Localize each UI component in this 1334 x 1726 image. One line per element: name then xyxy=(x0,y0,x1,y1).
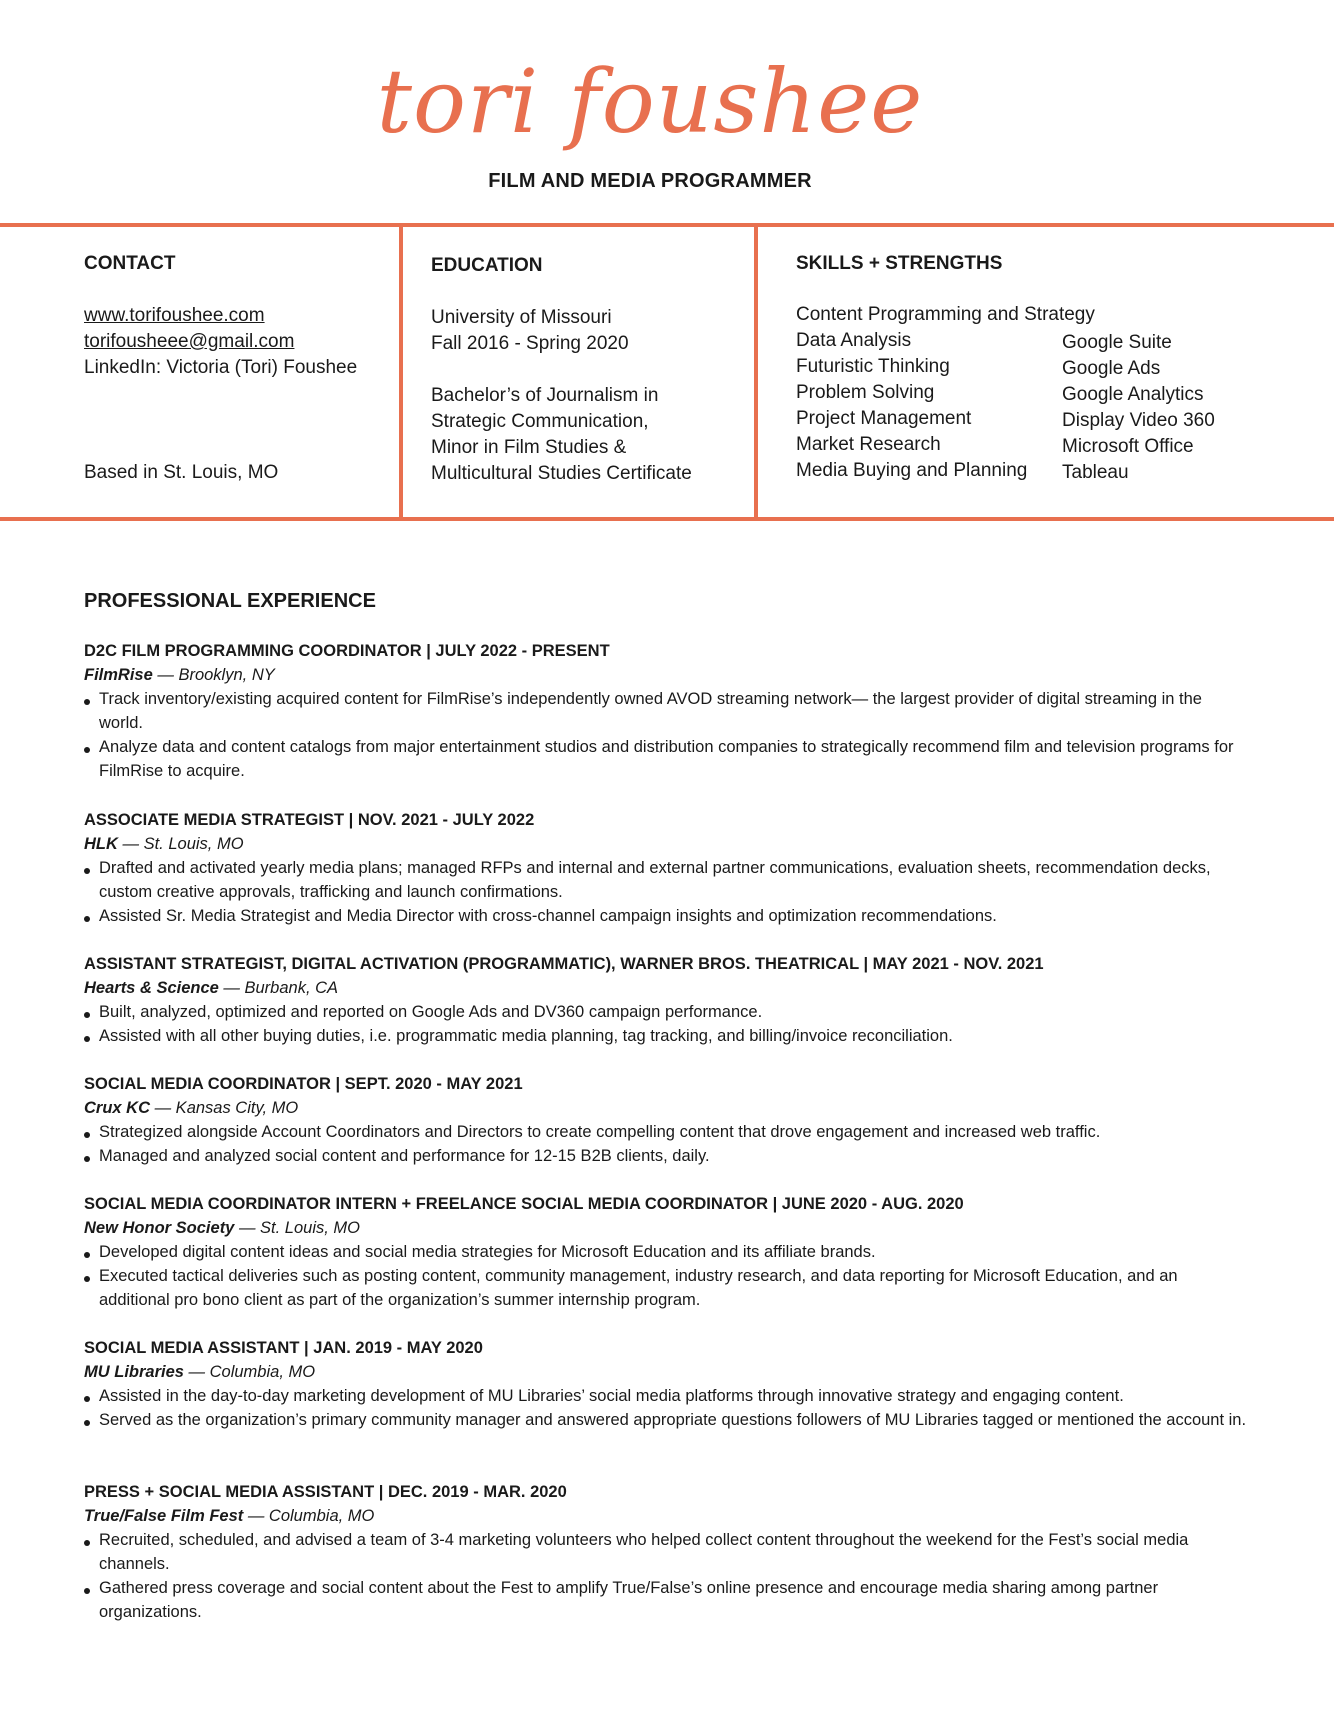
school-name: University of Missouri xyxy=(431,307,612,328)
tool-item: Display Video 360 xyxy=(1062,410,1215,431)
org-location: — Columbia, MO xyxy=(183,1363,316,1381)
contact-info xyxy=(84,303,357,381)
job-entry xyxy=(84,952,1250,1048)
degree-line: Multicultural Studies Certificate xyxy=(431,463,692,484)
org-location: — Kansas City, MO xyxy=(150,1099,299,1117)
skill-item: Project Management xyxy=(796,408,972,429)
job-entry xyxy=(84,1336,1250,1432)
column-divider-1 xyxy=(399,226,403,520)
job-title: D2C FILM PROGRAMMING COORDINATOR | JULY 2022 - PRESENT xyxy=(84,642,610,660)
job-title: SOCIAL MEDIA COORDINATOR | SEPT. 2020 - MAY 2021 xyxy=(84,1075,523,1093)
job-bullet: Gathered press coverage and social content about the Fest to amplify True/False’s online presence and encourage media sharing among partner organizations. xyxy=(84,1576,1250,1624)
job-bullet: Assisted with all other buying duties, i.e. programmatic media planning, tag tracking, and billing/invoice reconciliation. xyxy=(84,1024,1250,1048)
skills-list-left xyxy=(796,328,1027,484)
job-entry xyxy=(84,808,1250,928)
skill-item: Market Research xyxy=(796,434,941,455)
org-name: Hearts & Science xyxy=(84,979,219,997)
skill-item: Media Buying and Planning xyxy=(796,460,1028,481)
degree-line: Strategic Communication, xyxy=(431,411,649,432)
job-org xyxy=(84,832,1250,856)
job-entry xyxy=(84,1480,1250,1624)
degree-line: Bachelor’s of Journalism in xyxy=(431,385,659,406)
job-bullet: Track inventory/existing acquired content for FilmRise’s independently owned AVOD streaming network— the largest provider of digital streaming in the world. xyxy=(84,687,1250,735)
job-org xyxy=(84,663,1250,687)
job-title: SOCIAL MEDIA ASSISTANT | JAN. 2019 - MAY 2020 xyxy=(84,1339,483,1357)
skills-heading: SKILLS + STRENGTHS xyxy=(796,253,1003,274)
job-bullet: Executed tactical deliveries such as posting content, community management, industry research, and data reporting for Microsoft Education, and an additional pro bono client as part of the organization’s summer internship program. xyxy=(84,1264,1250,1312)
job-org xyxy=(84,1504,1250,1528)
org-name: New Honor Society xyxy=(84,1219,235,1237)
job-org xyxy=(84,1360,1250,1384)
tool-item: Microsoft Office xyxy=(1062,436,1194,457)
org-name: HLK xyxy=(84,835,118,853)
org-name: MU Libraries xyxy=(84,1363,184,1381)
website-link[interactable]: www.torifoushee.com xyxy=(84,305,265,326)
org-location: — St. Louis, MO xyxy=(117,835,244,853)
org-name: Crux KC xyxy=(84,1099,151,1117)
top-divider xyxy=(0,223,1334,227)
job-bullet: Developed digital content ideas and social media strategies for Microsoft Education and its affiliate brands. xyxy=(84,1240,1250,1264)
job-bullet: Assisted Sr. Media Strategist and Media Director with cross-channel campaign insights and optimization recommendations. xyxy=(84,904,1250,928)
job-bullet: Drafted and activated yearly media plans; managed RFPs and internal and external partner communications, evaluation sheets, recommendation decks, custom creative approvals, trafficking and launch confirmations. xyxy=(84,856,1250,904)
job-entry xyxy=(84,639,1250,783)
org-location: — Columbia, MO xyxy=(243,1507,375,1525)
job-bullet: Served as the organization’s primary community manager and answered appropriate questions followers of MU Libraries tagged or mentioned the account in. xyxy=(84,1408,1250,1432)
tool-item: Google Ads xyxy=(1062,358,1161,379)
education-info xyxy=(431,305,629,357)
job-org xyxy=(84,1096,1250,1120)
job-bullet: Assisted in the day-to-day marketing development of MU Libraries’ social media platforms through innovative strategy and engaging content. xyxy=(84,1384,1250,1408)
name-title: tori foushee xyxy=(376,50,924,153)
job-bullet: Analyze data and content catalogs from major entertainment studios and distribution companies to strategically recommend film and television programs for FilmRise to acquire. xyxy=(84,735,1250,783)
skill-item: Futuristic Thinking xyxy=(796,356,950,377)
linkedin-text: LinkedIn: Victoria (Tori) Foushee xyxy=(84,357,358,378)
contact-heading: CONTACT xyxy=(84,253,176,274)
org-name: FilmRise xyxy=(84,666,153,684)
job-bullet: Strategized alongside Account Coordinators and Directors to create compelling content that drove engagement and increased web traffic. xyxy=(84,1120,1250,1144)
school-dates: Fall 2016 - Spring 2020 xyxy=(431,333,629,354)
job-title: PRESS + SOCIAL MEDIA ASSISTANT | DEC. 2019 - MAR. 2020 xyxy=(84,1483,567,1501)
org-location: — Burbank, CA xyxy=(218,979,339,997)
bottom-divider xyxy=(0,517,1334,521)
tool-item: Google Suite xyxy=(1062,332,1172,353)
job-title: ASSOCIATE MEDIA STRATEGIST | NOV. 2021 - JULY 2022 xyxy=(84,811,535,829)
job-bullet: Recruited, scheduled, and advised a team of 3-4 marketing volunteers who helped collect content throughout the weekend for the Fest’s social media channels. xyxy=(84,1528,1250,1576)
degree-info xyxy=(431,383,692,487)
email-link[interactable]: torifousheee@gmail.com xyxy=(84,331,295,352)
job-org xyxy=(84,976,1250,1000)
experience-heading: PROFESSIONAL EXPERIENCE xyxy=(84,590,376,612)
org-location: — St. Louis, MO xyxy=(234,1219,360,1237)
tool-item: Tableau xyxy=(1062,462,1129,483)
skill-top: Content Programming and Strategy xyxy=(796,304,1095,325)
skill-item: Data Analysis xyxy=(796,330,912,351)
job-entry xyxy=(84,1072,1250,1168)
job-title: ASSISTANT STRATEGIST, DIGITAL ACTIVATION (PROGRAMMATIC), WARNER BROS. THEATRICAL | MAY 2021 - NOV. 2021 xyxy=(84,955,1044,973)
job-org xyxy=(84,1216,1250,1240)
education-heading: EDUCATION xyxy=(431,255,543,276)
role-subtitle: FILM AND MEDIA PROGRAMMER xyxy=(488,170,812,192)
job-entry xyxy=(84,1192,1250,1312)
org-location: — Brooklyn, NY xyxy=(152,666,275,684)
location-text: Based in St. Louis, MO xyxy=(84,462,279,483)
tool-item: Google Analytics xyxy=(1062,384,1204,405)
job-title: SOCIAL MEDIA COORDINATOR INTERN + FREELANCE SOCIAL MEDIA COORDINATOR | JUNE 2020 - AUG. 2020 xyxy=(84,1195,964,1213)
job-bullet: Managed and analyzed social content and performance for 12-15 B2B clients, daily. xyxy=(84,1144,1250,1168)
column-divider-2 xyxy=(754,226,758,520)
skill-item: Problem Solving xyxy=(796,382,935,403)
degree-line: Minor in Film Studies & xyxy=(431,437,627,458)
org-name: True/False Film Fest xyxy=(84,1507,244,1525)
job-bullet: Built, analyzed, optimized and reported on Google Ads and DV360 campaign performance. xyxy=(84,1000,1250,1024)
skills-list-right xyxy=(1062,330,1215,486)
